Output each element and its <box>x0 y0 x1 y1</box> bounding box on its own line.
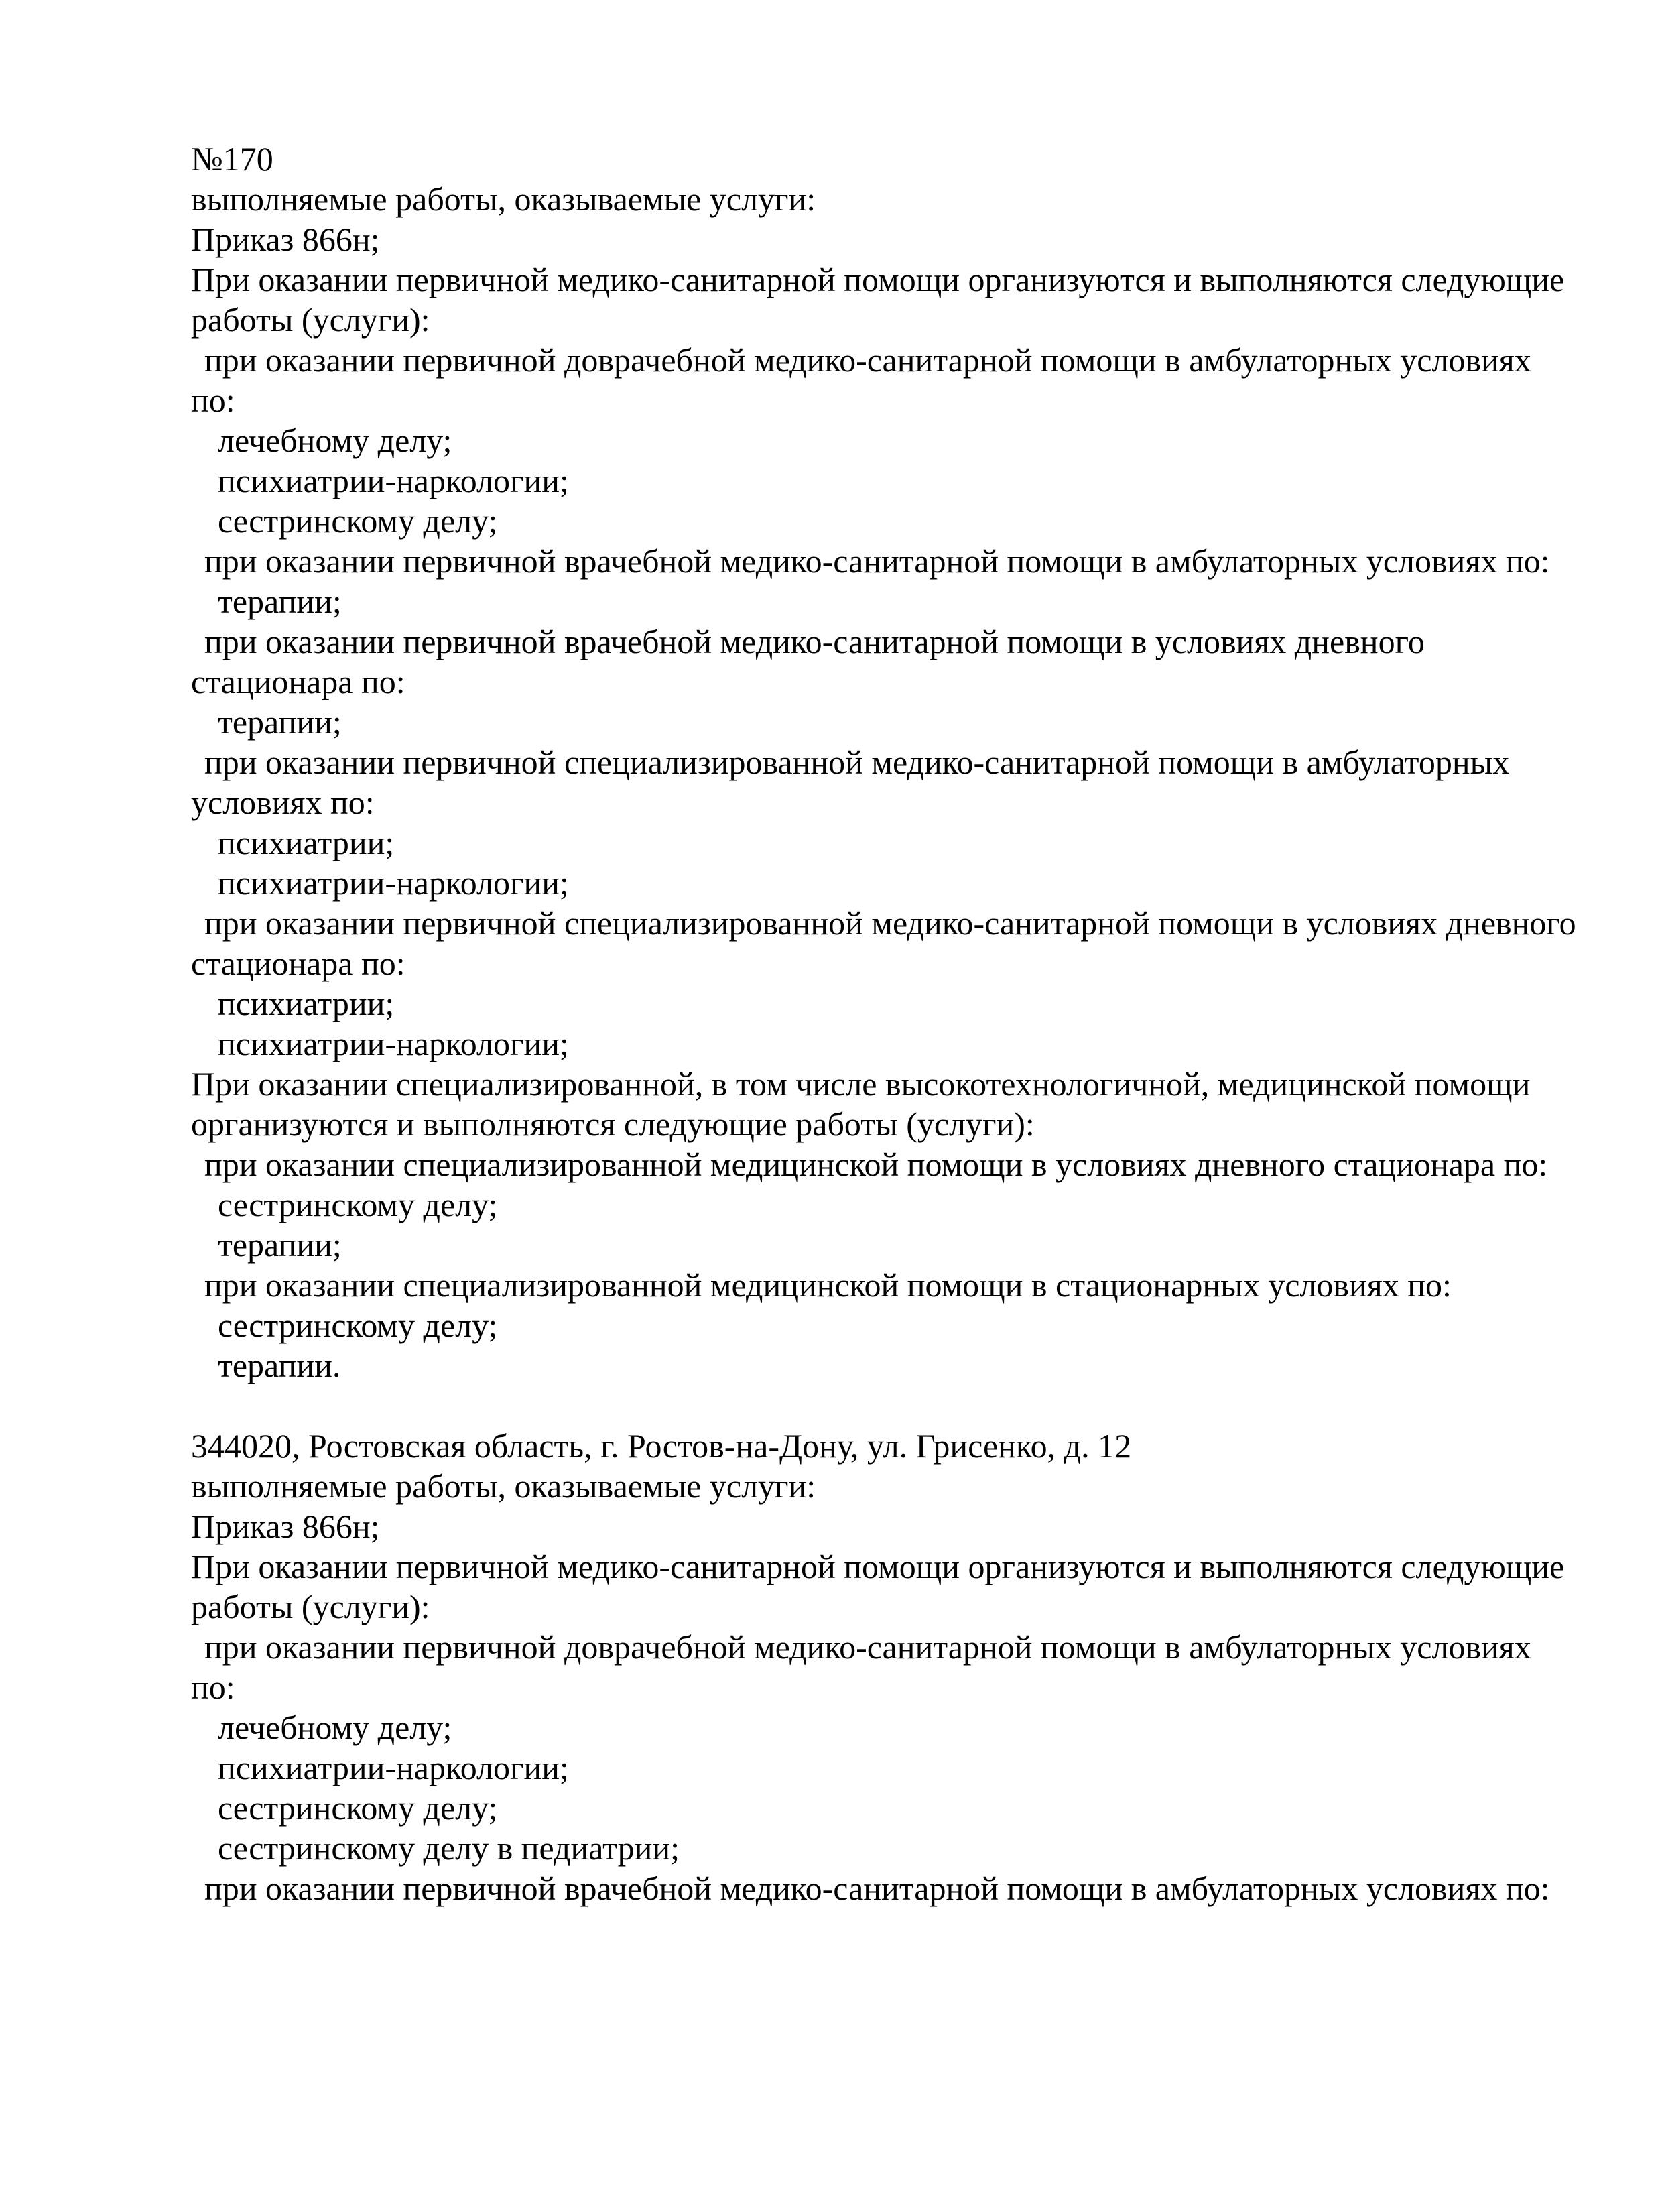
document-line: сестринскому делу; <box>218 1789 498 1827</box>
document-line: психиатрии-наркологии; <box>218 462 569 499</box>
document-blank-line <box>191 1386 1605 1426</box>
document-line: по: <box>191 1668 235 1706</box>
document-line: организуются и выполняются следующие работы (услуги): <box>191 1105 1035 1143</box>
document-line: при оказании первичной врачебной медико-санитарной помощи в амбулаторных условиях по: <box>204 1869 1550 1907</box>
document-line: при оказании первичной специализированной медико-санитарной помощи в амбулаторных <box>204 743 1510 781</box>
document-line: терапии; <box>218 1226 342 1264</box>
document-line: стационара по: <box>191 944 405 982</box>
document-line: лечебному делу; <box>218 422 452 459</box>
document-content <box>191 139 1605 1908</box>
document-line: при оказании специализированной медицинской помощи в стационарных условиях по: <box>204 1266 1452 1304</box>
document-line: выполняемые работы, оказываемые услуги: <box>191 1467 816 1505</box>
document-line: при оказании специализированной медицинской помощи в условиях дневного стационара по: <box>204 1146 1548 1183</box>
document-line: сестринскому делу в педиатрии; <box>218 1829 680 1867</box>
document-line: работы (услуги): <box>191 301 430 339</box>
document-line: терапии; <box>218 582 342 620</box>
document-line: сестринскому делу; <box>218 1306 498 1344</box>
document-line: работы (услуги): <box>191 1588 430 1625</box>
document-line: при оказании первичной врачебной медико-санитарной помощи в условиях дневного <box>204 623 1425 660</box>
document-line: условиях по: <box>191 784 375 821</box>
document-line: Приказ 866н; <box>191 221 380 258</box>
document-line: выполняемые работы, оказываемые услуги: <box>191 180 816 218</box>
document-line: при оказании первичной доврачебной медико-санитарной помощи в амбулаторных условиях <box>204 1628 1531 1666</box>
document-line: при оказании первичной врачебной медико-санитарной помощи в амбулаторных условиях по: <box>204 542 1550 580</box>
document-line: лечебному делу; <box>218 1709 452 1746</box>
document-line: психиатрии; <box>218 824 395 861</box>
document-line: терапии; <box>218 703 342 741</box>
document-line: сестринскому делу; <box>218 502 498 540</box>
document-line: психиатрии; <box>218 985 395 1022</box>
document-line: сестринскому делу; <box>218 1186 498 1223</box>
document-line: при оказании первичной специализированной медико-санитарной помощи в условиях дневного <box>204 904 1576 942</box>
document-line: терапии. <box>218 1347 341 1384</box>
document-line: при оказании первичной доврачебной медико-санитарной помощи в амбулаторных условиях <box>204 341 1531 379</box>
document-line: стационара по: <box>191 663 405 700</box>
document-line: по: <box>191 381 235 419</box>
document-line: Приказ 866н; <box>191 1508 380 1545</box>
document-line: 344020, Ростовская область, г. Ростов-на-Дону, ул. Грисенко, д. 12 <box>191 1427 1132 1465</box>
document-line: При оказании первичной медико-санитарной помощи организуются и выполняются следующие <box>191 1548 1565 1585</box>
document-line: При оказании первичной медико-санитарной помощи организуются и выполняются следующие <box>191 261 1565 298</box>
document-line: №170 <box>191 140 273 178</box>
document-line: психиатрии-наркологии; <box>218 1025 569 1062</box>
document-line: При оказании специализированной, в том числе высокотехнологичной, медицинской помощи <box>191 1065 1531 1103</box>
document-line: психиатрии-наркологии; <box>218 864 569 902</box>
document-line: психиатрии-наркологии; <box>218 1749 569 1786</box>
